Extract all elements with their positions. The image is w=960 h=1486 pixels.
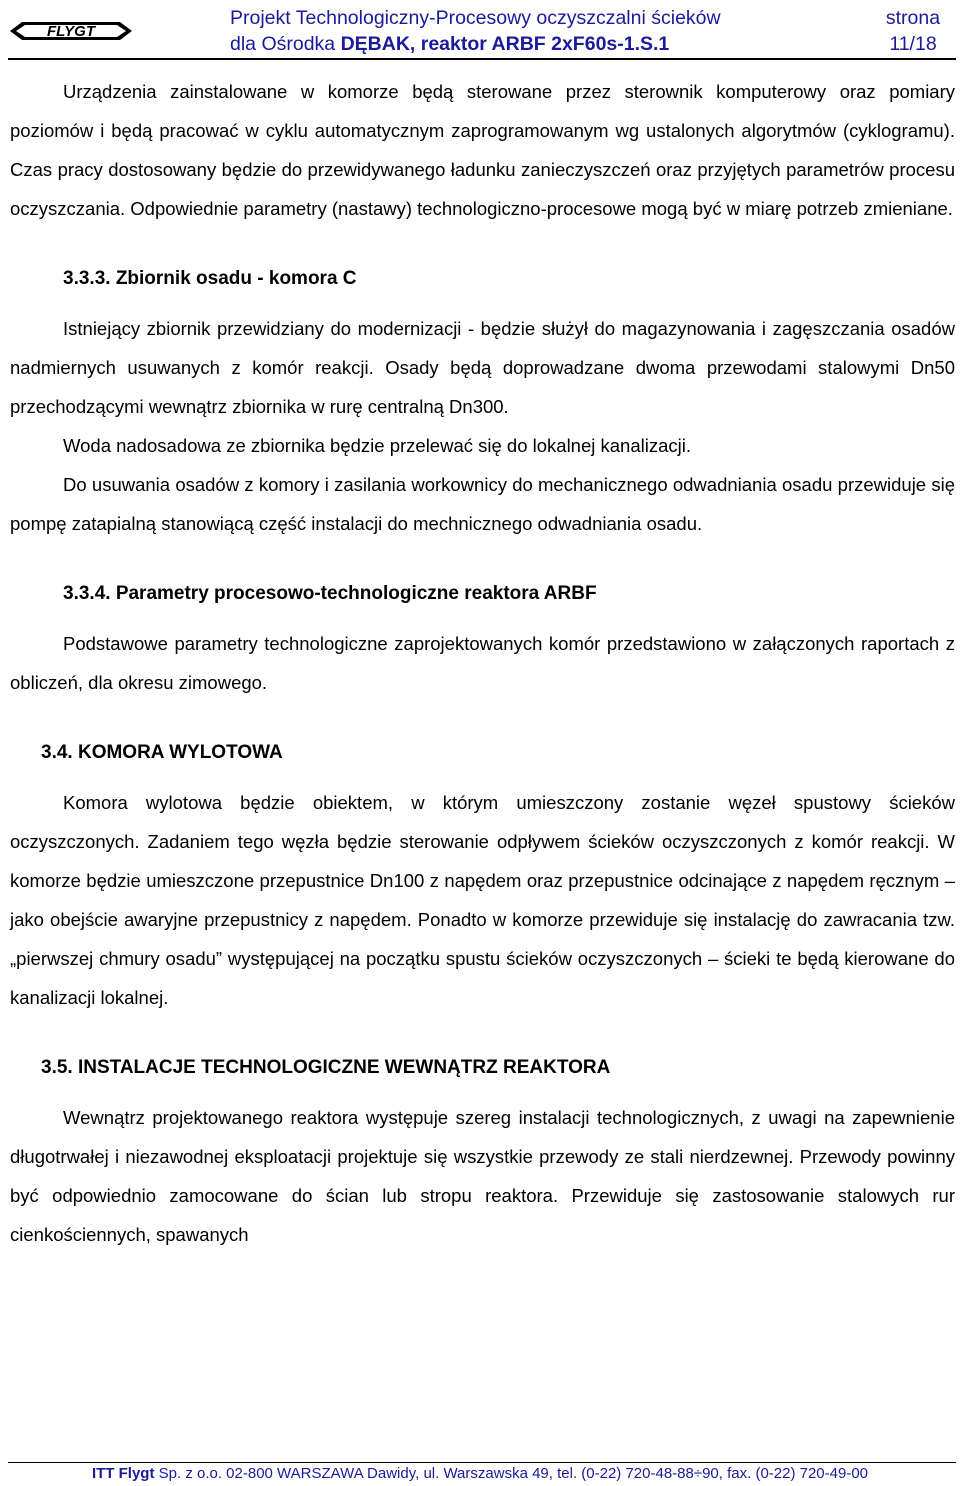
spacer [10, 772, 955, 783]
spacer [10, 613, 955, 624]
page-header [0, 0, 960, 56]
section-heading-3-4: 3.4. KOMORA WYLOTOWA [41, 742, 283, 763]
section-3-3-3-paragraph-3: Do usuwania osadów z komory i zasilania workownicy do mechanicznego odwadniania osadu przewiduje się pompę zatapialną stanowiącą część instalacji do mechnicznego odwadniania osadu. [10, 474, 955, 534]
title-line-1: Projekt Technologiczny-Procesowy oczyszczalni ścieków [230, 7, 721, 29]
spacer [10, 298, 955, 309]
intro-paragraph: Urządzenia zainstalowane w komorze będą sterowane przez sterownik komputerowy oraz pomiary poziomów i będą pracować w cyklu automatycznym zaprogramowanym wg ustalonych algorytmów (cyklogramu). Czas pracy dostosowany będzie do przewidywanego ładunku zanieczyszczeń oraz przyjętych parametrów procesu oczyszczania. Odpowiednie parametry (nastawy) technologiczno-procesowe mogą być w miarę potrzeb zmieniane. [10, 81, 955, 219]
section-3-4-paragraph: Komora wylotowa będzie obiektem, w którym umieszczony zostanie węzeł spustowy ścieków oczyszczonych. Zadaniem tego węzła będzie sterowanie odpływem ścieków oczyszczonych z komór reakcji. W komorze będzie umieszczone przepustnice Dn100 z napędem oraz przepustnice odcinające z napędem ręcznym – jako obejście awaryjne przepustnicy z napędem. Ponadto w komorze przewiduje się instalację do zawracania tzw. „pierwszej chmury osadu” występującej na początku spustu ścieków oczyszczonych – ścieki te będą kierowane do kanalizacji lokalnej. [10, 792, 955, 1008]
document-title [230, 5, 790, 57]
title-line-2-prefix: dla Ośrodka [230, 33, 341, 55]
section-heading-3-3-4: 3.3.4. Parametry procesowo-technologiczne reaktora ARBF [63, 583, 597, 604]
document-body [10, 72, 955, 1254]
header-divider [8, 58, 956, 60]
spacer [10, 1017, 955, 1048]
page-indicator [868, 5, 958, 57]
svg-text:FLYGT: FLYGT [46, 23, 96, 40]
section-3-3-4-paragraph: Podstawowe parametry technologiczne zaprojektowanych komór przedstawiono w załączonych raportach z obliczeń, dla okresu zimowego. [10, 633, 955, 693]
spacer [10, 228, 955, 259]
section-heading-3-5: 3.5. INSTALACJE TECHNOLOGICZNE WEWNĄTRZ REAKTORA [41, 1057, 611, 1078]
section-3-3-3-paragraph-2: Woda nadosadowa ze zbiornika będzie przelewać się do lokalnej kanalizacji. [63, 435, 691, 456]
footer-address: Sp. z o.o. 02-800 WARSZAWA Dawidy, ul. Warszawska 49, tel. (0-22) 720-48-88÷90, fax. (0-22) 720-49-00 [154, 1465, 869, 1482]
spacer [10, 543, 955, 574]
footer-divider [8, 1462, 956, 1463]
section-3-5-paragraph: Wewnątrz projektowanego reaktora występuje szereg instalacji technologicznych, z uwagi na zapewnienie długotrwałej i niezawodnej eksploatacji projektuje się wszystkie przewody ze stali nierdzewnej. Przewody powinny być odpowiednio zamocowane do ścian lub stropu reaktora. Przewiduje się zastosowanie stalowych rur cienkościennych, spawanych [10, 1107, 955, 1245]
section-heading-3-3-3: 3.3.3. Zbiornik osadu - komora C [63, 268, 357, 289]
spacer [10, 702, 955, 733]
flygt-logo [6, 14, 136, 48]
page-label: strona [885, 7, 941, 29]
section-3-3-3-paragraph-1: Istniejący zbiornik przewidziany do modernizacji - będzie służył do magazynowania i zagęszczania osadów nadmiernych usuwanych z komór reakcji. Osady będą doprowadzane dwoma przewodami stalowymi Dn50 przechodzącymi wewnątrz zbiornika w rurę centralną Dn300. [10, 318, 955, 417]
page-number: 11/18 [889, 33, 937, 55]
spacer [10, 1087, 955, 1098]
footer-company: ITT Flygt [91, 1465, 155, 1482]
title-line-2 [230, 31, 790, 57]
title-line-2-project: DĘBAK, reaktor ARBF 2xF60s-1.S.1 [340, 33, 670, 55]
page-footer [0, 1464, 960, 1484]
